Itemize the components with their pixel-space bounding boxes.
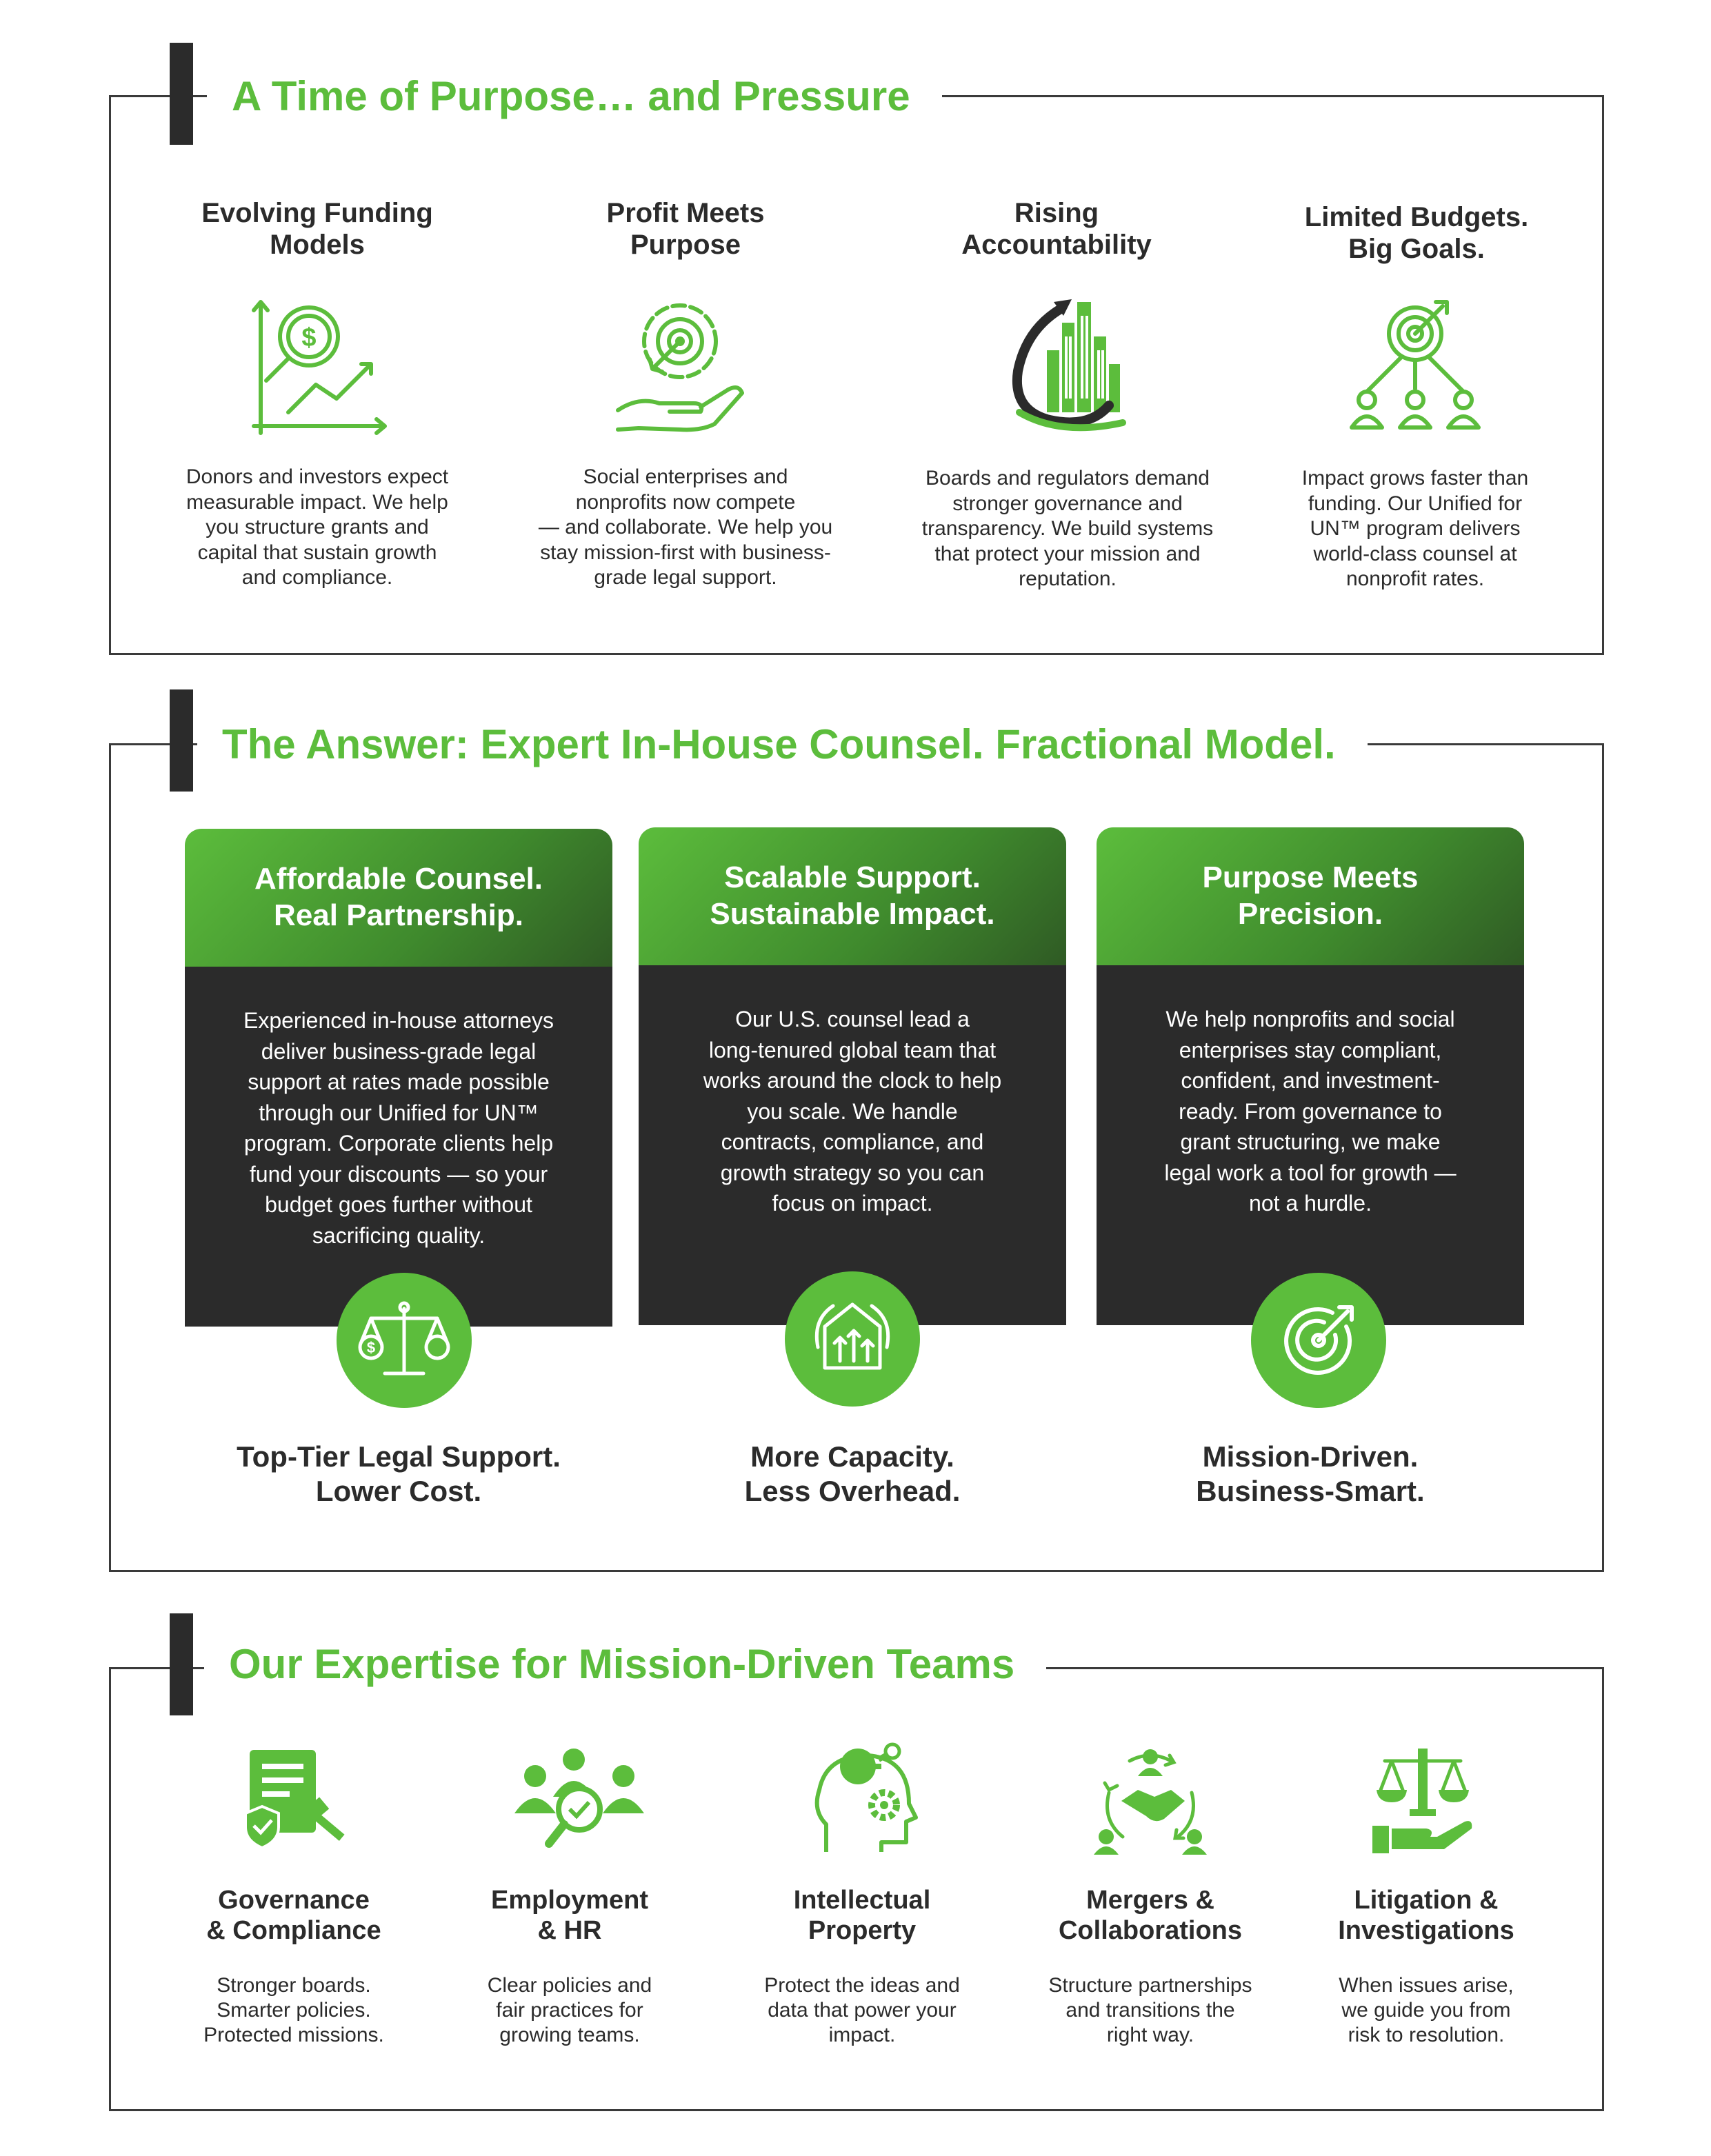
card-icon-circle [1251, 1273, 1386, 1408]
column-heading: Limited Budgets. Big Goals. [1304, 202, 1529, 264]
section-marker-bar [170, 43, 193, 145]
column-text: Boards and regulators demand stronger governance and transparency. We build systems that protect your mission and reputation. [921, 467, 1214, 590]
expertise-heading: Mergers & Collaborations [1058, 1886, 1243, 1945]
target-people-icon [1346, 295, 1484, 430]
expertise-heading: Employment & HR [490, 1886, 649, 1945]
hand-gear-target-icon [611, 293, 749, 438]
service-card [1097, 827, 1524, 1325]
document-gavel-icon [239, 1744, 349, 1855]
column-text: Donors and investors expect measurable impact. We help you structure grants and capital that sustain growth and compliance. [186, 465, 449, 589]
expertise-text: Protect the ideas and data that power your impact. [764, 1974, 960, 2046]
column-heading: Evolving Funding Models [201, 198, 433, 260]
column-heading: Rising Accountability [961, 198, 1152, 260]
expertise-text: Clear policies and fair practices for growing teams. [487, 1974, 652, 2046]
service-card [639, 827, 1066, 1325]
column-heading: Profit Meets Purpose [606, 198, 765, 260]
card-tagline: Mission-Driven. Business-Smart. [1196, 1440, 1425, 1507]
rising-buildings-icon [1005, 295, 1127, 433]
card-heading: Scalable Support. Sustainable Impact. [639, 827, 1066, 965]
card-body: We help nonprofits and social enterprises stay compliant, confident, and investment- ready. From governance to grant structuring, we make legal work a tool for growth — not a hurdle. [1097, 965, 1524, 1325]
section-marker-bar [170, 689, 193, 792]
expertise-heading: Litigation & Investigations [1338, 1886, 1514, 1945]
card-tagline: More Capacity. Less Overhead. [744, 1440, 961, 1507]
expertise-heading: Intellectual Property [793, 1886, 931, 1945]
hand-scales-icon [1371, 1744, 1474, 1855]
card-body: Our U.S. counsel lead a long-tenured global team that works around the clock to help you scale. We handle contracts, compliance, and growth strategy so you can focus on impact. [639, 965, 1066, 1325]
column-text: Social enterprises and nonprofits now compete — and collaborate. We help you stay mission-first with business- grade legal support. [538, 465, 833, 589]
card-body: Experienced in-house attorneys deliver business-grade legal support at rates made possible through our Unified for UN™ program. Corporate clients help fund your discounts — so your budget goes further without sacrificing quality. [185, 967, 612, 1327]
column-text: Impact grows faster than funding. Our Unified for UN™ program delivers world-class counsel at nonprofit rates. [1301, 467, 1529, 590]
expertise-text: Structure partnerships and transitions the right way. [1048, 1974, 1252, 2046]
target-arrow-icon [1251, 1273, 1386, 1408]
service-card [185, 829, 612, 1327]
section-title: The Answer: Expert In-House Counsel. Fractional Model. [197, 717, 1368, 772]
svg-text:$: $ [366, 1339, 376, 1356]
card-heading: Affordable Counsel. Real Partnership. [185, 829, 612, 967]
scales-dollar-icon [337, 1273, 472, 1408]
card-icon-circle [337, 1273, 472, 1408]
section-title: A Time of Purpose… and Pressure [207, 69, 942, 124]
section-marker-bar [170, 1613, 193, 1715]
card-heading: Purpose Meets Precision. [1097, 827, 1524, 965]
team-search-icon [508, 1744, 646, 1855]
svg-text:$: $ [301, 323, 317, 352]
expertise-heading: Governance & Compliance [206, 1886, 381, 1945]
section-title: Our Expertise for Mission-Driven Teams [204, 1637, 1046, 1692]
expertise-text: When issues arise, we guide you from risk to resolution. [1339, 1974, 1514, 2046]
expertise-text: Stronger boards. Smarter policies. Protected missions. [203, 1974, 384, 2046]
handshake-cycle-icon [1088, 1744, 1212, 1855]
growth-chart-dollar-icon [247, 295, 392, 440]
growth-arrows-icon [785, 1271, 920, 1407]
card-icon-circle [785, 1271, 920, 1407]
card-tagline: Top-Tier Legal Support. Lower Cost. [237, 1440, 561, 1507]
head-idea-gear-icon [812, 1742, 923, 1857]
